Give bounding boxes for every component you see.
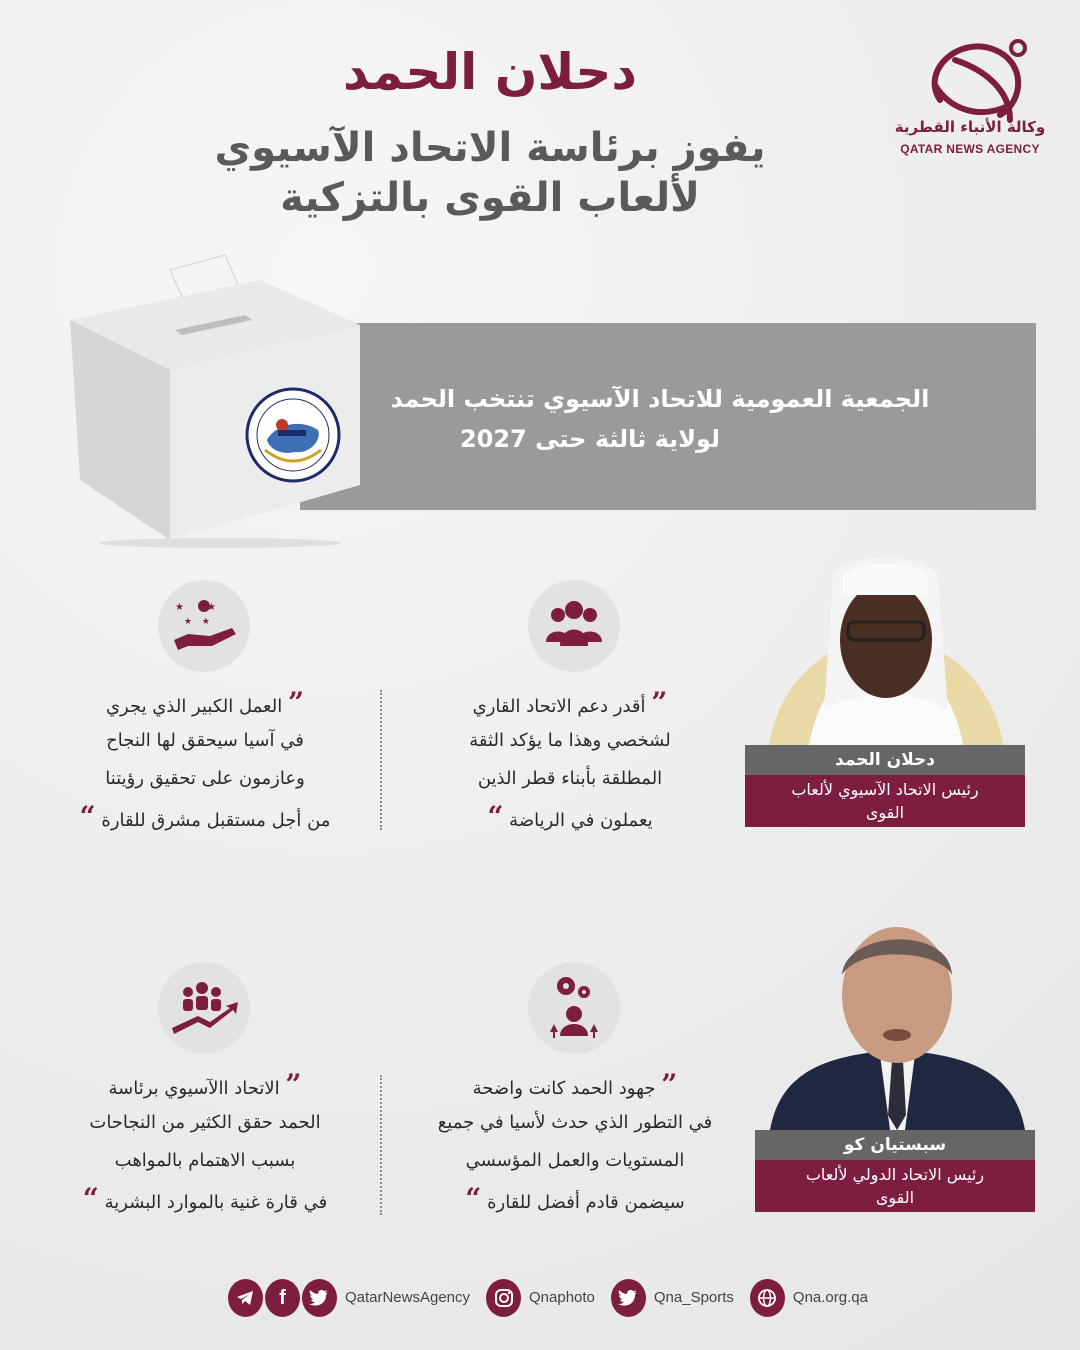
divider: [380, 690, 382, 830]
facebook-icon[interactable]: f: [265, 1279, 300, 1317]
qna-logo-icon: [900, 30, 1050, 160]
quote-text: أقدر دعم الاتحاد القاري: [472, 696, 646, 717]
svg-text:★: ★: [183, 617, 192, 627]
page-subtitle-line1: يفوز برئاسة الاتحاد الآسيوي: [214, 125, 766, 171]
quote-open-mark: ”: [661, 1068, 678, 1101]
social-handle-instagram[interactable]: Qnaphoto: [529, 1289, 595, 1306]
quote-open-mark: ”: [285, 1068, 302, 1101]
quote-block: [45, 1068, 365, 1224]
banner-text-line1: الجمعية العمومية للاتحاد الآسيوي تنتخب الحمد: [390, 385, 930, 413]
quote-text: في قارة غنية بالموارد البشرية: [104, 1192, 328, 1213]
quote-text: لشخصي وهذا ما يؤكد الثقة: [469, 730, 671, 751]
svg-text:★: ★: [175, 602, 184, 613]
telegram-icon[interactable]: [228, 1279, 263, 1317]
instagram-icon[interactable]: [486, 1279, 521, 1317]
quote-open-mark: ”: [287, 686, 305, 719]
quote-text: المستويات والعمل المؤسسي: [465, 1150, 685, 1171]
gears-person-icon: [528, 962, 620, 1054]
quote-block: [400, 1068, 750, 1224]
quote-text: يعملون في الرياضة: [509, 810, 653, 831]
quote-text: بسبب الاهتمام بالمواهب: [114, 1150, 296, 1171]
svg-text:★: ★: [207, 602, 216, 613]
quote-text: من أجل مستقبل مشرق للقارة: [101, 810, 331, 831]
page-subtitle-line2: لألعاب القوى بالتزكية: [280, 175, 700, 221]
quote-block: [400, 686, 740, 842]
quote-text: جهود الحمد كانت واضحة: [472, 1078, 656, 1099]
portrait-dahlan-alhamad: [748, 540, 1024, 750]
quote-close-mark: “: [82, 1182, 99, 1215]
page-title: دحلان الحمد: [342, 43, 638, 101]
person-role-box: [755, 1160, 1035, 1212]
agency-name-ar: وكالة الأنباء القطرية: [894, 118, 1046, 136]
quote-close-mark: “: [465, 1182, 482, 1215]
twitter-icon[interactable]: [302, 1279, 337, 1317]
quote-text: وعازمون على تحقيق رؤيتنا: [105, 768, 305, 789]
quote-text: في التطور الذي حدث لأسيا في جميع: [437, 1112, 713, 1133]
divider: [380, 1075, 382, 1215]
banner-text-line2: لولاية ثالثة حتى 2027: [459, 425, 721, 453]
quote-open-mark: ”: [651, 686, 668, 719]
person-role-line2: القوى: [865, 803, 905, 822]
svg-text:★: ★: [201, 617, 210, 627]
portrait-sebastian-coe: [760, 915, 1035, 1130]
quote-text: الحمد حقق الكثير من النجاحات: [89, 1112, 321, 1133]
agency-name-en: QATAR NEWS AGENCY: [900, 142, 1040, 156]
person-role-line1: رئيس الاتحاد الآسيوي لألعاب: [791, 780, 979, 799]
twitter-sports-icon[interactable]: [611, 1279, 646, 1317]
person-name-bar: سبستيان كو: [755, 1130, 1035, 1160]
social-handle-sports[interactable]: Qna_Sports: [653, 1289, 734, 1306]
quote-close-mark: “: [79, 800, 96, 833]
person-role-line2: القوى: [875, 1188, 915, 1207]
person-role-line1: رئيس الاتحاد الدولي لألعاب: [805, 1165, 985, 1184]
group-icon: [528, 580, 620, 672]
growth-people-icon: [158, 962, 250, 1054]
globe-icon[interactable]: [750, 1279, 785, 1317]
quote-text: الاتحاد االآسيوي برئاسة: [108, 1078, 280, 1099]
hand-stars-icon: [158, 580, 250, 672]
social-handle-main[interactable]: QatarNewsAgency: [344, 1289, 471, 1306]
person-role-box: [745, 775, 1025, 827]
social-footer: [228, 1278, 868, 1318]
headline-banner: [300, 323, 1036, 510]
website-link[interactable]: Qna.org.qa: [792, 1289, 868, 1306]
asian-athletics-emblem-icon: [247, 389, 339, 481]
quote-text: المطلقة بأبناء قطر الذين: [477, 768, 663, 789]
quote-text: سيضمن قادم أفضل للقارة: [487, 1192, 685, 1213]
quote-close-mark: “: [487, 800, 504, 833]
person-name-bar: دحلان الحمد: [745, 745, 1025, 775]
quote-text: في آسيا سيحقق لها النجاح: [106, 730, 304, 751]
quote-block: [45, 686, 365, 842]
quote-text: العمل الكبير الذي يجري: [105, 696, 283, 717]
ballot-box-icon: [60, 240, 380, 550]
